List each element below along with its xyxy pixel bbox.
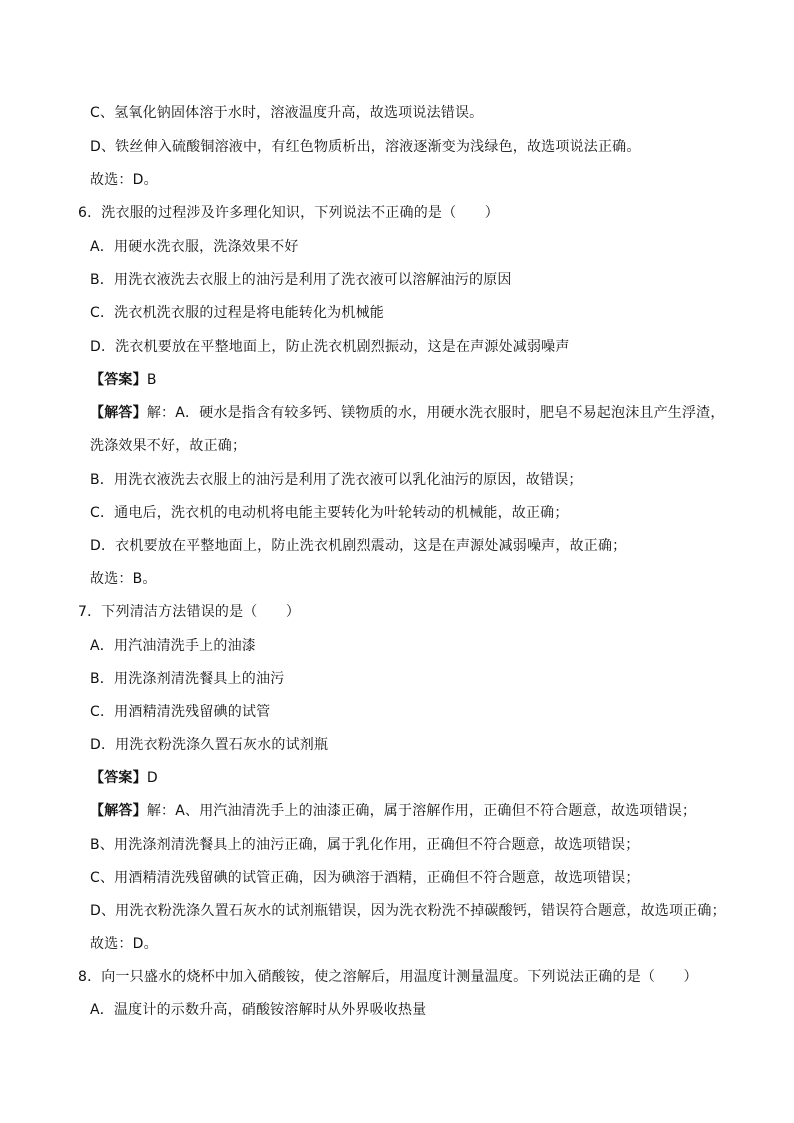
analysis-tag: 【解答】 — [90, 405, 147, 421]
q6-option-a: A．用硬水洗衣服，洗涤效果不好 — [90, 239, 299, 255]
prev-analysis-d: D、铁丝伸入硫酸铜溶液中，有红色物质析出，溶液逐渐变为浅绿色，故选项说法正确。 — [90, 139, 641, 155]
q7-option-b: B．用洗涤剂清洗餐具上的油污 — [90, 671, 285, 687]
q7-option-a: A．用汽油清洗手上的油漆 — [90, 638, 256, 654]
q8-stem: 8．向一只盛水的烧杯中加入硝酸铵，使之溶解后，用温度计测量温度。下列说法正确的是（ ） — [78, 969, 698, 985]
prev-choose: 故选：D。 — [90, 172, 158, 188]
q6-analysis-b: B．用洗衣液洗去衣服上的油污是利用了洗衣液可以乳化油污的原因，故错误； — [90, 472, 583, 488]
answer-value: B — [146, 372, 157, 388]
analysis-tag: 【解答】 — [90, 803, 147, 819]
q7-analysis-d: D、用洗衣粉洗涤久置石灰水的试剂瓶错误，因为洗衣粉洗不掉碳酸钙，错误符合题意，故选项正确； — [90, 903, 726, 919]
q7-option-d: D．用洗衣粉洗涤久置石灰水的试剂瓶 — [90, 737, 329, 753]
analysis-text: 解：A．硬水是指含有较多钙、镁物质的水，用硬水洗衣服时，肥皂不易起泡沫且产生浮渣， — [146, 405, 725, 421]
q6-stem: 6．洗衣服的过程涉及许多理化知识，下列说法不正确的是（ ） — [78, 205, 499, 221]
q7-analysis-b: B、用洗涤剂清洗餐具上的油污正确，属于乳化作用，正确但不符合题意，故选项错误； — [90, 837, 640, 853]
q6-answer — [90, 371, 157, 389]
prev-analysis-c: C、氢氧化钠固体溶于水时，溶液温度升高，故选项说法错误。 — [90, 105, 484, 121]
q6-analysis-c: C．通电后，洗衣机的电动机将电能主要转化为叶轮转动的机械能，故正确； — [90, 505, 569, 521]
q8-option-a: A．温度计的示数升高，硝酸铵溶解时从外界吸收热量 — [90, 1002, 427, 1018]
q6-option-c: C．洗衣机洗衣服的过程是将电能转化为机械能 — [90, 305, 384, 321]
analysis-text: 解：A、用汽油清洗手上的油漆正确，属于溶解作用，正确但不符合题意，故选项错误； — [146, 803, 697, 819]
q7-choose: 故选：D。 — [90, 936, 158, 952]
q7-option-c: C．用酒精清洗残留碘的试管 — [90, 704, 271, 720]
q6-option-b: B．用洗衣液洗去衣服上的油污是利用了洗衣液可以溶解油污的原因 — [90, 272, 512, 288]
q6-analysis-d: D．衣机要放在平整地面上，防止洗衣机剧烈震动，这是在声源处减弱噪声，故正确； — [90, 538, 627, 554]
q7-answer — [90, 769, 158, 787]
answer-tag: 【答案】 — [90, 372, 147, 388]
q7-stem: 7．下列清洁方法错误的是（ ） — [78, 604, 301, 620]
q7-analysis-c: C、用酒精清洗残留碘的试管正确，因为碘溶于酒精，正确但不符合题意，故选项错误； — [90, 870, 640, 886]
answer-value: D — [146, 770, 158, 786]
answer-tag: 【答案】 — [90, 770, 147, 786]
q6-analysis-line-2: 洗涤效果不好，故正确； — [90, 438, 247, 454]
q7-analysis-a — [90, 802, 696, 820]
q6-analysis-line-1 — [90, 404, 725, 422]
q6-option-d: D．洗衣机要放在平整地面上，防止洗衣机剧烈振动，这是在声源处减弱噪声 — [90, 339, 570, 355]
q6-choose: 故选：B。 — [90, 571, 157, 587]
